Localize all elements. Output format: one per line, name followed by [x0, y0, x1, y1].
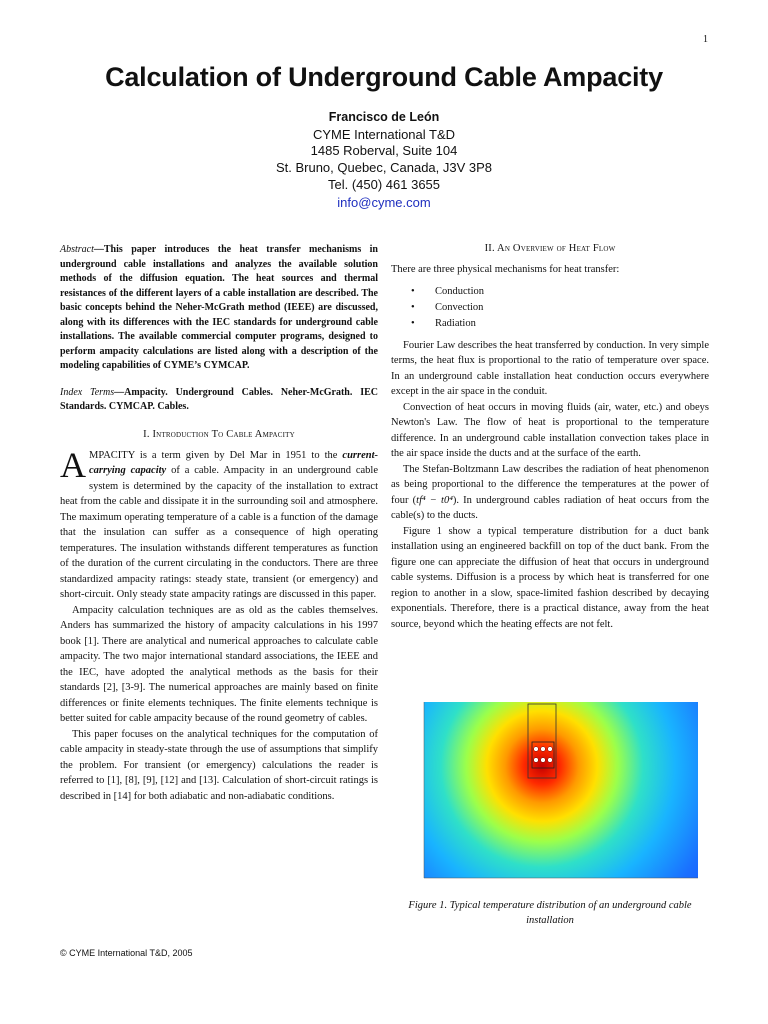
- index-terms: [60, 386, 378, 415]
- body-paragraph: Convection of heat occurs in moving fluids (air, water, etc.) and obeys Newton's Law. The flow of heat is proportional to the temperature difference. In an underground cable installation convection takes place in the air space inside the ducts and at the surface of the earth.: [391, 401, 709, 459]
- affiliation-line: CYME International T&D: [312, 127, 456, 142]
- stefan-text-b: ). In underground cables radiation of heat occurs from the cable(s) to the ducts.: [391, 494, 710, 521]
- abstract-lead: Abstract: [60, 244, 94, 255]
- mechanism-list: [391, 284, 709, 332]
- stefan-text-a: The Stefan-Boltzmann Law describes the radiation of heat phenomenon as being proportional to the difference the temperatures at the power of four (: [391, 463, 709, 506]
- temperature-distribution-figure: [410, 698, 702, 888]
- figure-caption: Figure 1. Typical temperature distribution of an underground cable installation: [408, 900, 692, 926]
- affiliation-line: St. Bruno, Quebec, Canada, J3V 3P8: [275, 160, 493, 175]
- body-paragraph: Figure 1 show a typical temperature distribution for a duct bank installation using an engineered backfill on top of the duct bank. From the figure one can appreciate the diffusion of heat that occurs in underground cable systems. Diffusion is a process by which heat is transferred for one region to another in a slow, space-limited fashion described by decaying exponentials. Therefore, there is a practical distance, away from the heat source, beyond which the heating effects are not felt.: [391, 525, 709, 630]
- email-link[interactable]: info@cyme.com: [337, 195, 431, 210]
- body-paragraph: This paper focuses on the analytical techniques for the computation of cable ampacity in steady-state through the use of assumptions that simplify the problem. For transient (or emergency) calculations the reader is referred to [1], [8], [9], [12] and [13]. Calculation of short-circuit ratings is described in [14] for both adiabatic and non-adiabatic conditions.: [60, 728, 378, 802]
- intro-paragraph: [60, 444, 378, 603]
- body-paragraph: Ampacity calculation techniques are as old as the cables themselves. Anders has summarized the history of ampacity calculations in his 1997 book [1]. There are analytical and numerical approaches to calculate cable ampacity. The two major international standard associations, the IEEE and the IEC, have adopted the analytical methods as the basis for their standards [2], [3-9]. The numerical approaches are mainly based on finite differences or finite elements techniques. The finite elements technique is better suited for cable ampacity because of the round geometry of cables.: [60, 604, 378, 724]
- left-column: [60, 243, 378, 804]
- section-heading: I. Introduction To Cable Ampacity: [143, 428, 295, 440]
- body-paragraph: There are three physical mechanisms for heat transfer:: [391, 264, 620, 275]
- intro-emphasis: current-carrying capacity: [89, 449, 378, 476]
- list-item: • Radiation: [411, 316, 709, 332]
- intro-text-start: MPACITY is a term given by Del Mar in 1951 to the: [89, 449, 343, 461]
- affiliation-line: Tel. (450) 461 3655: [327, 177, 441, 192]
- paper-title: Calculation of Underground Cable Ampacity: [105, 62, 663, 92]
- abstract: [60, 243, 378, 374]
- list-item: • Convection: [411, 300, 709, 316]
- author-name: Francisco de León: [328, 110, 440, 124]
- body-paragraph: Fourier Law describes the heat transferred by conduction. In very simple terms, the heat flux is proportional to the ratio of temperature over space. In an underground cable installation heat conduction occurs everywhere except in the air space in the conduit.: [391, 339, 709, 397]
- abstract-text: —This paper introduces the heat transfer mechanisms in underground cable installations and analyzes the available solution methods of the diffusion equation. The heat sources and thermal resistances of the different layers of a cable installation are described. The basic concepts behind the Neher-McGrath method (IEEE) are discussed, along with its differences with the IEC standards for underground cable installations. The available commercial computer programs, designed to perform ampacity calculations are listed along with a description of the modeling capabilities of CYME’s CYMCAP.: [60, 244, 378, 371]
- index-terms-lead: Index Terms: [60, 386, 115, 398]
- affiliation-line: 1485 Roberval, Suite 104: [310, 143, 458, 158]
- intro-text-rest: of a cable. Ampacity in an underground cable system is determined by the capacity of the installation to extract heat from the cable and dissipate it in the surrounding soil and atmosphere. The maximum operating temperature of a cable is a function of the damage that the insulation can suffer as a consequence of high operating temperatures. The insulation withstands different temperatures as function of the duration of the current circulating in the conductors. There are three standardized ampacity ratings: steady state, transient (or emergency) and short-circuit. Only steady state ampacity ratings are discussed in this paper.: [60, 465, 378, 600]
- heat-map: [424, 702, 698, 878]
- cable-duct: [548, 758, 553, 763]
- cable-duct: [534, 747, 539, 752]
- section-heading: II. An Overview of Heat Flow: [484, 243, 616, 254]
- cable-duct: [541, 758, 546, 763]
- stefan-formula: tf⁴ − t0⁴: [416, 494, 453, 506]
- list-item: • Conduction: [411, 284, 709, 300]
- drop-cap: A: [60, 444, 86, 485]
- footer-copyright: © CYME International T&D, 2005: [60, 948, 193, 958]
- right-column: [391, 243, 709, 632]
- index-terms-text: —Ampacity. Underground Cables. Neher-McGrath. IEC Standards. CYMCAP. Cables.: [60, 386, 378, 412]
- cable-duct: [541, 747, 546, 752]
- cable-duct: [534, 758, 539, 763]
- cable-duct: [548, 747, 553, 752]
- body-paragraph: [391, 462, 709, 524]
- page-number: 1: [703, 34, 708, 45]
